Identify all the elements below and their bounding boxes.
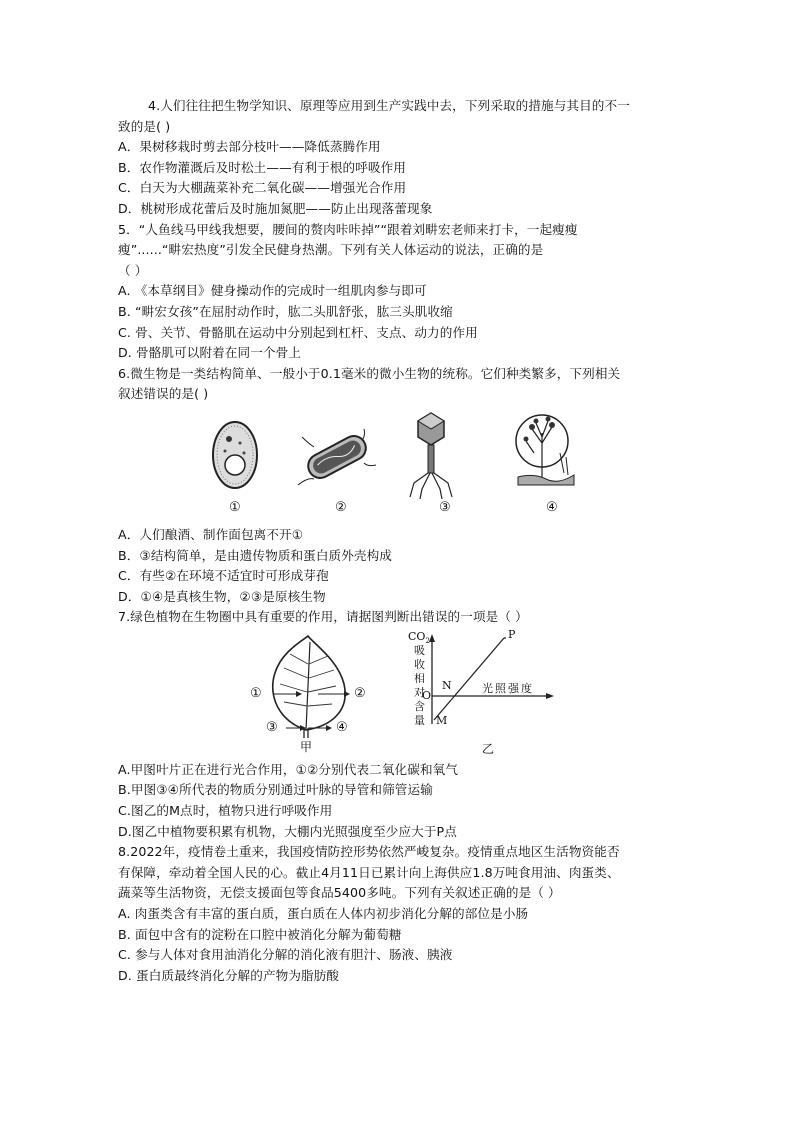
question-5-stem: 5．“人鱼线马甲线我想要，腰间的赘肉咔咔掉”“跟着刘畊宏老师来打卡，一起瘦瘦 xyxy=(118,221,578,237)
graph-y-char: 吸 xyxy=(414,643,425,657)
graph-x-label: 光照强度 xyxy=(482,681,534,695)
graph-y-label xyxy=(408,630,430,645)
question-4-stem: 4.人们往往把生物学知识、原理等应用到生产实践中去，下列采取的措施与其目的不一 xyxy=(148,98,630,113)
option-d: D. 骨骼肌可以附着在同一个骨上 xyxy=(118,345,302,361)
mold-illustration xyxy=(514,413,578,493)
option-d: D. 蛋白质最终消化分解的产物为脂肪酸 xyxy=(118,967,340,983)
plant-figure xyxy=(118,628,678,760)
option-c: C．有些②在环境不适宜时可形成芽孢 xyxy=(118,568,329,584)
leaf-label-4: ④ xyxy=(336,719,348,735)
graph-y-char: 量 xyxy=(414,713,425,727)
figure-label-3: ③ xyxy=(439,499,451,515)
figure-label-1: ① xyxy=(229,499,241,515)
option-d: D．①④是真核生物，②③是原核生物 xyxy=(118,588,326,604)
question-7 xyxy=(118,607,678,842)
option-a: A. 肉蛋类含有丰富的蛋白质，蛋白质在人体内初步消化分解的部位是小肠 xyxy=(118,906,529,922)
leaf-caption: 甲 xyxy=(300,739,313,754)
option-a: A.甲图叶片正在进行光合作用，①②分别代表二氧化碳和氧气 xyxy=(118,761,459,777)
microbe-figure xyxy=(118,405,678,525)
option-d: D.图乙中植物要积累有机物，大棚内光照强度至少应大于P点 xyxy=(118,823,457,839)
question-5-stem-cont: 瘦”......“畊宏热度”引发全民健身热潮。下列有关人体运动的说法，正确的是 xyxy=(118,242,544,258)
option-b: B．农作物灌溉后及时松土——有利于根的呼吸作用 xyxy=(118,159,407,175)
graph-point-o: O xyxy=(422,688,432,702)
question-5-answer-blank: （ ） xyxy=(118,262,148,278)
graph-y-char: 对 xyxy=(414,685,425,699)
graph-point-m: M xyxy=(436,713,448,727)
leaf-label-2: ② xyxy=(354,685,366,701)
question-8-stem-cont-2: 蔬菜等生活物资，无偿支援面包等食品5400多吨。下列有关叙述正确的是（ ） xyxy=(118,885,561,901)
figure-label-2: ② xyxy=(335,499,347,515)
question-6-stem-cont: 叙述错误的是( ) xyxy=(118,386,209,402)
option-c: C. 骨、关节、骨骼肌在运动中分别起到杠杆、支点、动力的作用 xyxy=(118,324,478,340)
graph-y-label-sub: 2 xyxy=(425,637,430,646)
leaf-label-3: ③ xyxy=(266,719,278,735)
question-4 xyxy=(118,96,678,220)
bacterium-illustration xyxy=(294,425,380,489)
option-d: D．桃树形成花蕾后及时施加氮肥——防止出现落蕾现象 xyxy=(118,200,433,216)
question-5 xyxy=(118,220,678,364)
option-c: C. 参与人体对食用油消化分解的消化液有胆汁、肠液、胰液 xyxy=(118,947,453,963)
yeast-cell-illustration xyxy=(210,419,260,491)
option-a: A．人们酿酒、制作面包离不开① xyxy=(118,526,304,542)
question-4-stem-cont: 致的是( ) xyxy=(118,118,171,134)
option-b: B．③结构简单，是由遗传物质和蛋白质外壳构成 xyxy=(118,547,393,563)
graph-y-char: 含 xyxy=(414,699,425,713)
graph-point-p: P xyxy=(508,627,516,641)
graph-point-n: N xyxy=(442,678,452,692)
option-b: B.甲图③④所代表的物质分别通过叶脉的导管和筛管运输 xyxy=(118,782,433,798)
option-a: A．果树移栽时剪去部分枝叶——降低蒸腾作用 xyxy=(118,139,381,155)
graph-y-char: 相 xyxy=(414,671,425,685)
question-8-stem: 8.2022年，疫情卷土重来，我国疫情防控形势依然严峻复杂。疫情重点地区生活物资能否 xyxy=(118,844,620,860)
leaf-label-1: ① xyxy=(250,685,262,701)
graph-y-label-co: CO xyxy=(408,629,426,643)
question-6 xyxy=(118,364,678,608)
question-6-stem: 6.微生物是一类结构简单、一般小于0.1毫米的微小生物的统称。它们种类繁多，下列相关 xyxy=(118,365,621,381)
question-7-stem: 7.绿色植物在生物圈中具有重要的作用，请据图判断出错误的一项是（ ） xyxy=(118,609,528,625)
graph-caption: 乙 xyxy=(482,741,495,756)
option-c: C.图乙的M点时，植物只进行呼吸作用 xyxy=(118,803,333,819)
option-b: B. 面包中含有的淀粉在口腔中被消化分解为葡萄糖 xyxy=(118,926,402,942)
bacteriophage-illustration xyxy=(406,411,456,501)
question-8 xyxy=(118,842,678,986)
option-b: B. “畊宏女孩”在屈肘动作时，肱二头肌舒张，肱三头肌收缩 xyxy=(118,303,453,319)
graph-y-label-chars xyxy=(414,644,426,728)
option-c: C．白天为大棚蔬菜补充二氧化碳——增强光合作用 xyxy=(118,180,407,196)
figure-label-4: ④ xyxy=(546,499,558,515)
question-8-stem-cont: 有保障，牵动着全国人民的心。截止4月11日已累计向上海供应1.8万吨食用油、肉蛋类、 xyxy=(118,864,620,880)
exam-page xyxy=(118,96,678,986)
graph-y-char: 收 xyxy=(414,657,425,671)
option-a: A. 《本草纲目》健身操动作的完成时一组肌肉参与即可 xyxy=(118,283,427,299)
